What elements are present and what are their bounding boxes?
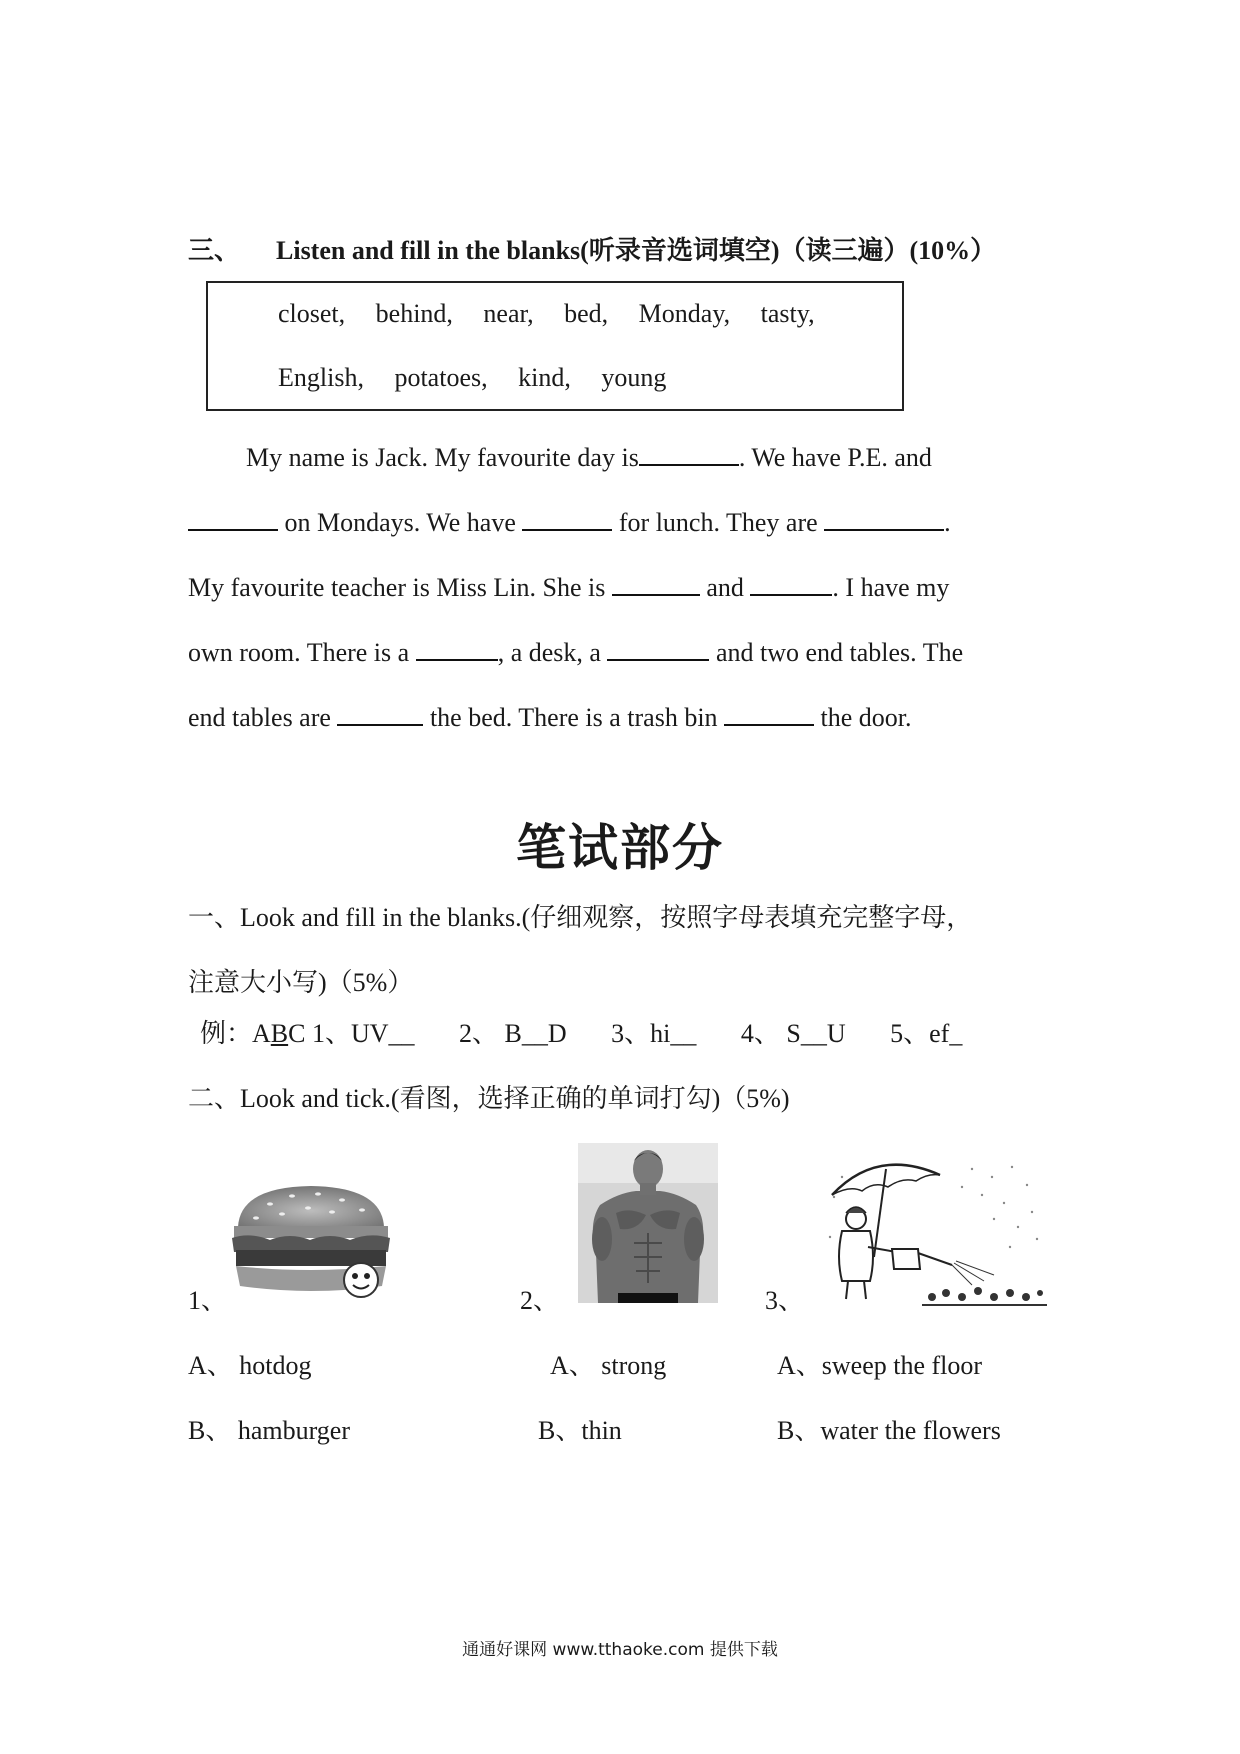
blank-7[interactable]: [416, 637, 498, 661]
blank-3[interactable]: [522, 507, 612, 531]
passage-line-3: [188, 555, 1058, 620]
word-bank-word: near,: [483, 299, 534, 328]
blank-8[interactable]: [607, 637, 709, 661]
word-bank-line-1: [278, 299, 839, 329]
q2-heading: 二、Look and tick.(看图，选择正确的单词打勾)（5%): [188, 1084, 790, 1113]
word-bank-word: Monday,: [638, 299, 731, 328]
passage-line-1: [188, 425, 1058, 490]
section3-number: 三、: [188, 236, 241, 265]
passage-line-5: [188, 685, 1058, 750]
word-bank-box: [206, 281, 904, 411]
option-1b[interactable]: B、 hamburger: [188, 1416, 350, 1445]
example-underlined-letter: B: [270, 1019, 289, 1048]
written-section-title: 笔试部分: [516, 819, 724, 877]
pic1-number: 1、: [188, 1286, 228, 1315]
passage-text: the bed. There is a trash bin: [423, 703, 725, 732]
example-prefix: 例：A: [200, 1019, 271, 1048]
passage-line-2: [188, 490, 1058, 555]
example-suffix: C: [288, 1019, 306, 1048]
word-bank-word: English,: [278, 363, 364, 392]
q1-line-2: 注意大小写)（5%）: [188, 968, 414, 997]
passage-text: . I have my: [832, 573, 950, 602]
footer-text: 通通好课网 www.tthaoke.com 提供下载: [462, 1640, 778, 1660]
blank-9[interactable]: [337, 702, 423, 726]
letters-item-4[interactable]: 4、 S__U: [740, 1019, 846, 1048]
example-label: [200, 1019, 305, 1048]
blank-2[interactable]: [188, 507, 278, 531]
section3-title: Listen and fill in the blanks(听录音选词填空)（读三遍）(10%）: [276, 236, 997, 265]
letters-item-2[interactable]: 2、 B__D: [459, 1019, 567, 1048]
section3-heading: [188, 230, 996, 267]
blank-6[interactable]: [750, 572, 832, 596]
letters-item-1[interactable]: 1、UV__: [311, 1019, 415, 1048]
option-3a[interactable]: A、sweep the floor: [777, 1351, 983, 1380]
option-2b[interactable]: B、thin: [538, 1416, 622, 1445]
q1-letters-row: [200, 1013, 962, 1050]
letters-item-3[interactable]: 3、hi__: [611, 1019, 697, 1048]
passage-text: on Mondays. We have: [278, 508, 523, 537]
word-bank-word: tasty,: [760, 299, 815, 328]
q1-line-1: 一、Look and fill in the blanks.(仔细观察，按照字母表填充完整字母，: [188, 903, 973, 932]
passage-text: own room. There is a: [188, 638, 416, 667]
option-3b[interactable]: B、water the flowers: [777, 1416, 1001, 1445]
word-bank-line-2: [278, 363, 690, 393]
passage-text: end tables are: [188, 703, 338, 732]
option-1a[interactable]: A、 hotdog: [188, 1351, 312, 1380]
blank-1[interactable]: [639, 442, 739, 466]
muscular-man-icon: [578, 1143, 718, 1303]
passage-text: . We have P.E. and: [738, 443, 932, 472]
passage-text: .: [944, 508, 951, 537]
word-bank-word: young: [601, 363, 667, 392]
letters-item-5[interactable]: 5、ef_: [890, 1019, 963, 1048]
passage-text: the door.: [814, 703, 912, 732]
q1-heading: [188, 885, 1068, 1015]
word-bank-word: potatoes,: [394, 363, 488, 392]
passage-text: My name is Jack. My favourite day is: [246, 443, 639, 472]
pic3-number: 3、: [765, 1286, 805, 1315]
passage-text: and: [699, 573, 751, 602]
pic2-number: 2、: [520, 1286, 560, 1315]
passage-line-4: [188, 620, 1058, 685]
word-bank-word: kind,: [518, 363, 571, 392]
passage-text: and two end tables. The: [709, 638, 964, 667]
blank-4[interactable]: [824, 507, 944, 531]
passage-text: , a desk, a: [497, 638, 608, 667]
word-bank-word: behind,: [375, 299, 453, 328]
blank-5[interactable]: [612, 572, 700, 596]
word-bank-word: closet,: [278, 299, 346, 328]
cloze-passage: [188, 425, 1058, 750]
passage-text: My favourite teacher is Miss Lin. She is: [188, 573, 612, 602]
word-bank-word: bed,: [564, 299, 609, 328]
watering-flowers-icon: [822, 1157, 1047, 1307]
hamburger-icon: [230, 1182, 392, 1302]
passage-text: for lunch. They are: [612, 508, 825, 537]
option-2a[interactable]: A、 strong: [550, 1351, 667, 1380]
blank-10[interactable]: [724, 702, 814, 726]
